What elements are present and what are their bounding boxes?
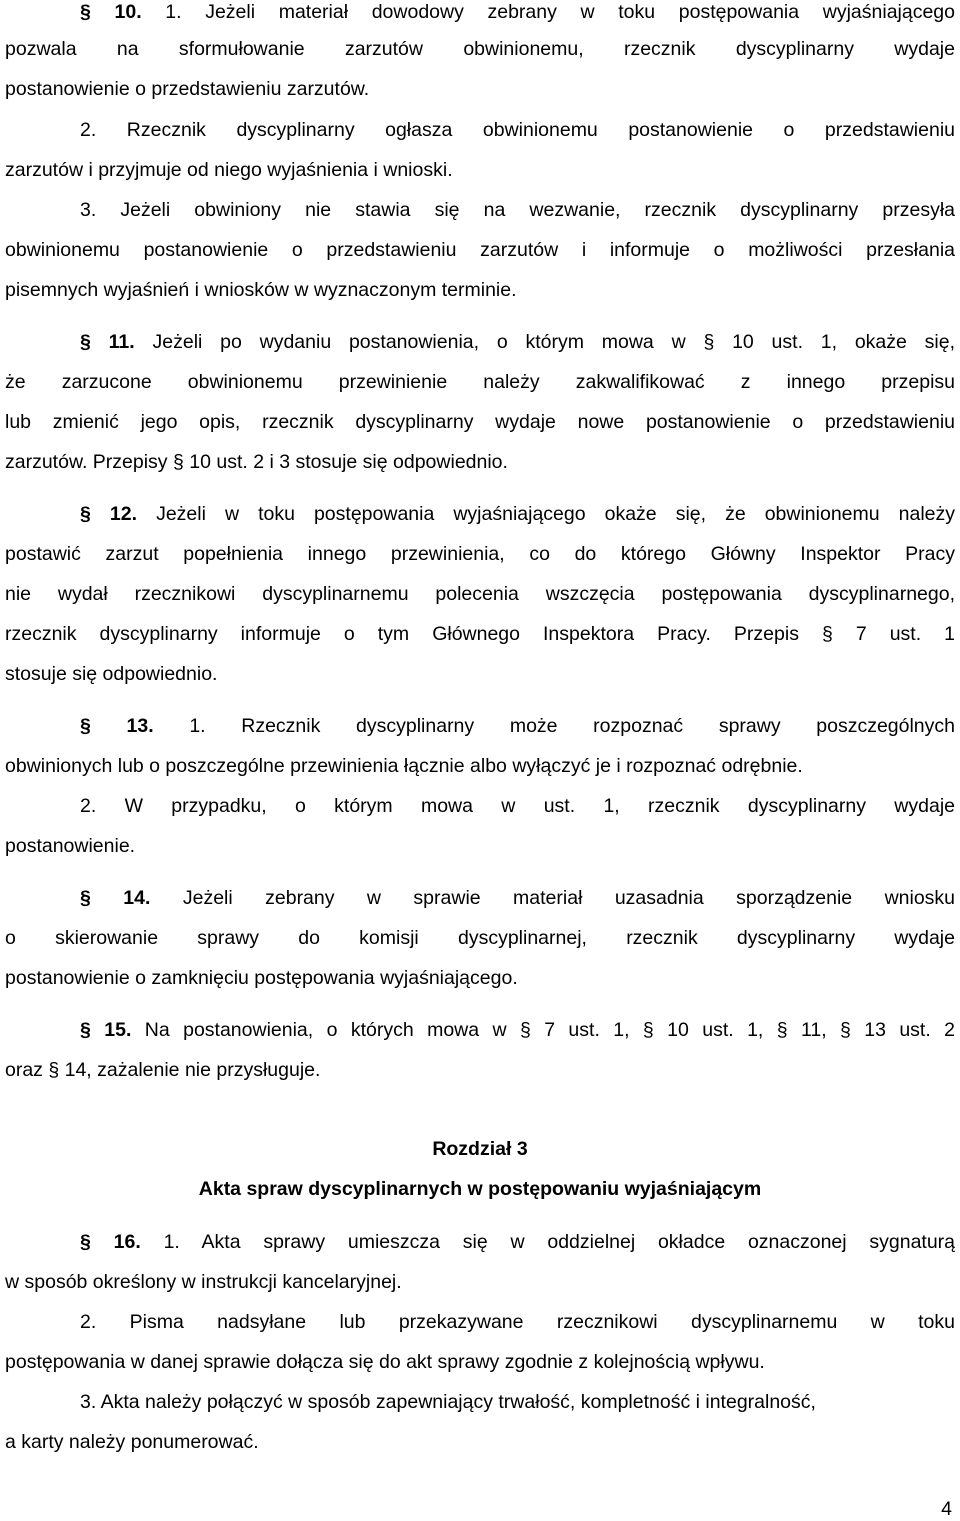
paragraph-12-line-1 [80, 502, 955, 526]
paragraph-11-line-4: zarzutów. Przepisy § 10 ust. 2 i 3 stosuje się odpowiednio. [5, 451, 508, 473]
paragraph-number: 16. [113, 1231, 141, 1253]
paragraph-14-line-1 [80, 886, 955, 910]
paragraph-10-3-line-1: 3. Jeżeli obwiniony nie stawia się na wezwanie, rzecznik dyscyplinarny przesyła [80, 199, 955, 221]
section-sign: § [80, 1231, 91, 1253]
paragraph-12-line-2: postawić zarzut popełnienia innego przewinienia, co do którego Główny Inspektor Pracy [5, 543, 955, 565]
paragraph-text: Jeżeli po wydaniu postanowienia, o którym mowa w § 10 ust. 1, okaże się, [152, 331, 955, 353]
page-number: 4 [941, 1498, 952, 1520]
paragraph-number: 13. [126, 715, 154, 737]
paragraph-10-3-line-2: obwinionemu postanowienie o przedstawieniu zarzutów i informuje o możliwości przesłania [5, 239, 955, 261]
paragraph-16-3-line-2: a karty należy ponumerować. [5, 1431, 259, 1453]
paragraph-16-3-line-1: 3. Akta należy połączyć w sposób zapewniający trwałość, kompletność i integralność, [80, 1391, 816, 1413]
paragraph-text: Jeżeli zebrany w sprawie materiał uzasadnia sporządzenie wniosku [182, 887, 956, 909]
paragraph-15-line-1 [80, 1018, 955, 1042]
paragraph-12-line-3: nie wydał rzecznikowi dyscyplinarnemu polecenia wszczęcia postępowania dyscyplinarnego, [5, 583, 955, 605]
chapter-title: Akta spraw dyscyplinarnych w postępowaniu wyjaśniającym [198, 1178, 762, 1200]
paragraph-16-line-2: w sposób określony w instrukcji kancelaryjnej. [5, 1271, 402, 1293]
paragraph-number: 15. [104, 1019, 132, 1041]
paragraph-10-line-3: postanowienie o przedstawieniu zarzutów. [5, 78, 370, 100]
paragraph-16-2-line-2: postępowania w danej sprawie dołącza się do akt sprawy zgodnie z kolejnością wpływu. [5, 1351, 765, 1373]
chapter-number: Rozdział 3 [432, 1138, 528, 1160]
paragraph-number: 11. [108, 331, 135, 353]
paragraph-11-line-1 [80, 330, 955, 354]
paragraph-number: 10. [114, 1, 142, 23]
paragraph-12-line-4: rzecznik dyscyplinarny informuje o tym Głównego Inspektora Pracy. Przepis § 7 ust. 1 [5, 623, 955, 645]
section-sign: § [80, 503, 91, 525]
paragraph-text: Jeżeli w toku postępowania wyjaśniającego okaże się, że obwinionemu należy [156, 503, 956, 525]
section-sign: § [80, 1019, 91, 1041]
paragraph-11-line-2: że zarzucone obwinionemu przewinienie należy zakwalifikować z innego przepisu [5, 371, 955, 393]
paragraph-number: 12. [109, 503, 138, 525]
paragraph-12-line-5: stosuje się odpowiednio. [5, 663, 218, 685]
paragraph-14-line-3: postanowienie o zamknięciu postępowania wyjaśniającego. [5, 967, 518, 989]
paragraph-10-2-line-1: 2. Rzecznik dyscyplinarny ogłasza obwinionemu postanowienie o przedstawieniu [80, 119, 955, 141]
section-sign: § [80, 887, 91, 909]
paragraph-13-2-line-1: 2. W przypadku, o którym mowa w ust. 1, rzecznik dyscyplinarny wydaje [80, 795, 955, 817]
section-sign: § [80, 715, 91, 737]
paragraph-13-line-1 [80, 714, 955, 738]
paragraph-13-line-2: obwinionych lub o poszczególne przewinienia łącznie albo wyłączyć je i rozpoznać odrębnie. [5, 755, 803, 777]
paragraph-10-3-line-3: pisemnych wyjaśnień i wniosków w wyznaczonym terminie. [5, 279, 517, 301]
paragraph-13-2-line-2: postanowienie. [5, 835, 136, 857]
paragraph-10-line-2: pozwala na sformułowanie zarzutów obwinionemu, rzecznik dyscyplinarny wydaje [5, 38, 955, 60]
paragraph-10-2-line-2: zarzutów i przyjmuje od niego wyjaśnienia i wnioski. [5, 159, 453, 181]
paragraph-16-line-1 [80, 1230, 955, 1254]
paragraph-10-line-1 [80, 0, 955, 24]
paragraph-text: 1. Jeżeli materiał dowodowy zebrany w toku postępowania wyjaśniającego [165, 1, 955, 23]
paragraph-text: 1. Rzecznik dyscyplinarny może rozpoznać sprawy poszczególnych [189, 715, 955, 737]
paragraph-number: 14. [123, 887, 151, 909]
paragraph-16-2-line-1: 2. Pisma nadsyłane lub przekazywane rzecznikowi dyscyplinarnemu w toku [80, 1311, 955, 1333]
paragraph-text: 1. Akta sprawy umieszcza się w oddzielnej okładce oznaczonej sygnaturą [163, 1231, 956, 1253]
paragraph-text: Na postanowienia, o których mowa w § 7 ust. 1, § 10 ust. 1, § 11, § 13 ust. 2 [144, 1019, 956, 1041]
section-sign: § [80, 1, 91, 23]
paragraph-11-line-3: lub zmienić jego opis, rzecznik dyscyplinarny wydaje nowe postanowienie o przedstawieniu [5, 411, 955, 433]
paragraph-14-line-2: o skierowanie sprawy do komisji dyscyplinarnej, rzecznik dyscyplinarny wydaje [5, 927, 955, 949]
paragraph-15-line-2: oraz § 14, zażalenie nie przysługuje. [5, 1059, 321, 1081]
section-sign: § [80, 331, 91, 353]
